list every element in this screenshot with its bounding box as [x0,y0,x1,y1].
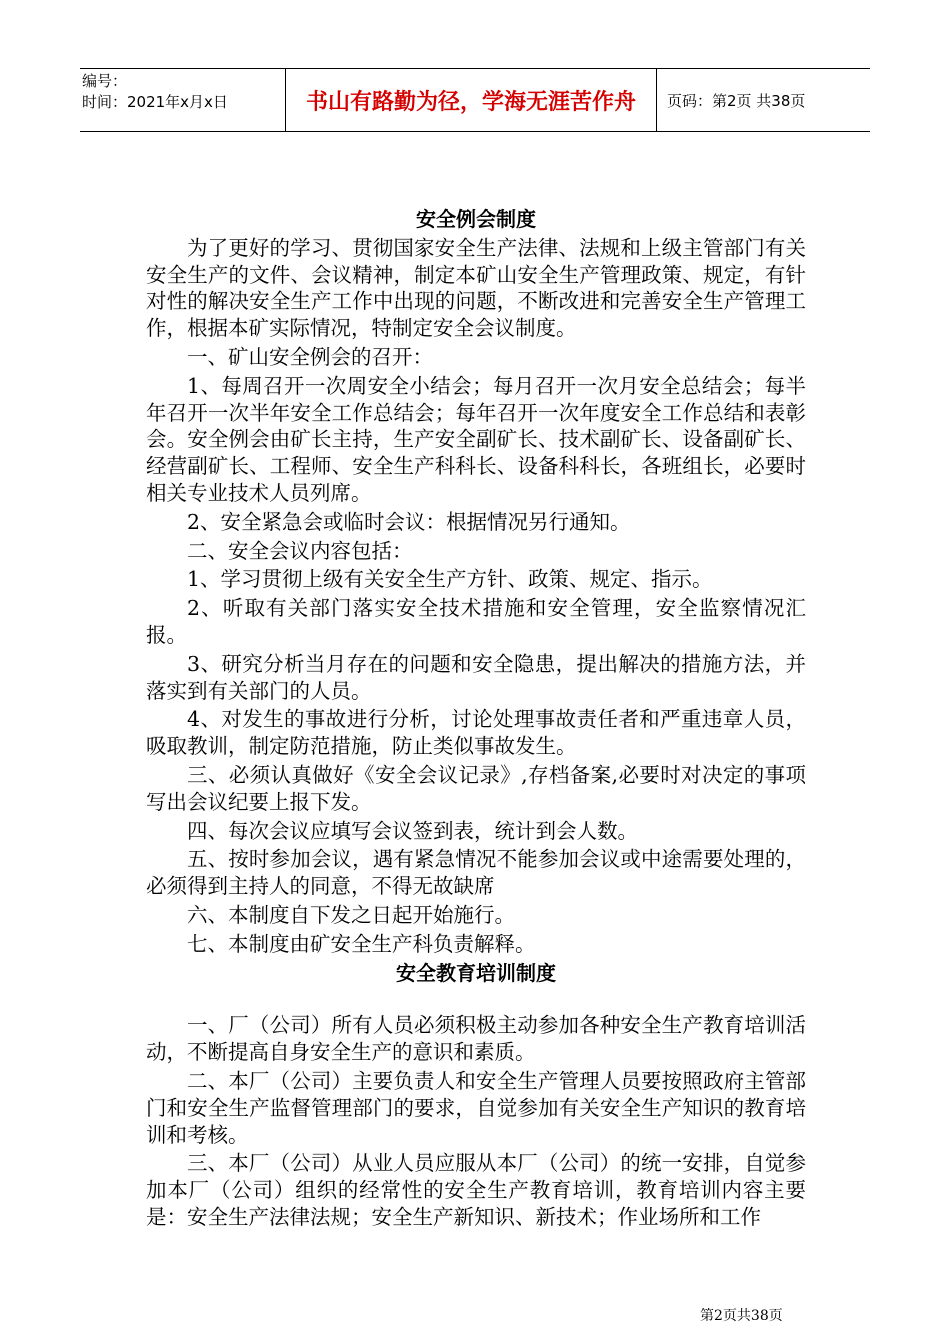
section-title-safety-meeting: 安全例会制度 [416,207,536,231]
page-header [80,68,870,132]
paragraph: 一、矿山安全例会的召开： [187,344,433,369]
paragraph: 3、研究分析当月存在的问题和安全隐患，提出解决的措施方法，并落实到有关部门的人员。 [146,651,806,703]
paragraph: 六、本制度自下发之日起开始施行。 [187,902,515,927]
paragraph: 五、按时参加会议，遇有紧急情况不能参加会议或中途需要处理的，必须得到主持人的同意，不得无故缺席 [146,847,806,899]
paragraph: 2、听取有关部门落实安全技术措施和安全管理，安全监察情况汇报。 [146,596,806,647]
paragraph: 4、对发生的事故进行分析，讨论处理事故责任者和严重违章人员，吸取教训，制定防范措施，防止类似事故发生。 [146,707,806,759]
header-meta [80,69,285,131]
paragraph: 2、安全紧急会或临时会议：根据情况另行通知。 [187,509,631,534]
date-label: 时间：2021年x月x日 [82,93,228,111]
paragraph: 一、厂（公司）所有人员必须积极主动参加各种安全生产教育培训活动，不断提高自身安全生产的意识和素质。 [146,1013,806,1065]
paragraph: 为了更好的学习、贯彻国家安全生产法律、法规和上级主管部门有关安全生产的文件、会议精神，制定本矿山安全生产管理政策、规定，有针对性的解决安全生产工作中出现的问题，不断改进和完善安全生产管理工作，根据本矿实际情况，特制定安全会议制度。 [146,235,806,341]
document-body [146,206,806,1233]
section-title-safety-training: 安全教育培训制度 [396,960,556,985]
header-motto: 书山有路勤为径，学海无涯苦作舟 [285,69,657,131]
paragraph: 二、安全会议内容包括： [187,538,413,563]
paragraph: 二、本厂（公司）主要负责人和安全生产管理人员要按照政府主管部门和安全生产监督管理部门的要求，自觉参加有关安全生产知识的教育培训和考核。 [146,1068,806,1147]
paragraph: 1、每周召开一次周安全小结会；每月召开一次月安全总结会；每半年召开一次半年安全工作总结会；每年召开一次年度安全工作总结和表彰会。安全例会由矿长主持，生产安全副矿长、技术副矿长、设备副矿长、经营副矿长、工程师、安全生产科科长、设备科科长，各班组长，必要时相关专业技术人员列席。 [146,373,806,505]
paragraph: 1、学习贯彻上级有关安全生产方针、政策、规定、指示。 [187,567,713,592]
page-footer-number: 第2页共38页 [700,1308,783,1324]
paragraph: 三、本厂（公司）从业人员应服从本厂（公司）的统一安排，自觉参加本厂（公司）组织的经常性的安全生产教育培训，教育培训内容主要是：安全生产法律法规；安全生产新知识、新技术；作业场所和工作 [146,1151,806,1229]
paragraph: 四、每次会议应填写会议签到表，统计到会人数。 [187,818,638,843]
paragraph: 三、必须认真做好《安全会议记录》,存档备案,必要时对决定的事项写出会议纪要上报下发。 [146,762,806,814]
paragraph: 七、本制度由矿安全生产科负责解释。 [187,931,536,956]
serial-number-label: 编号： [82,72,128,90]
header-page-info: 页码：第2页 共38页 [667,91,806,110]
